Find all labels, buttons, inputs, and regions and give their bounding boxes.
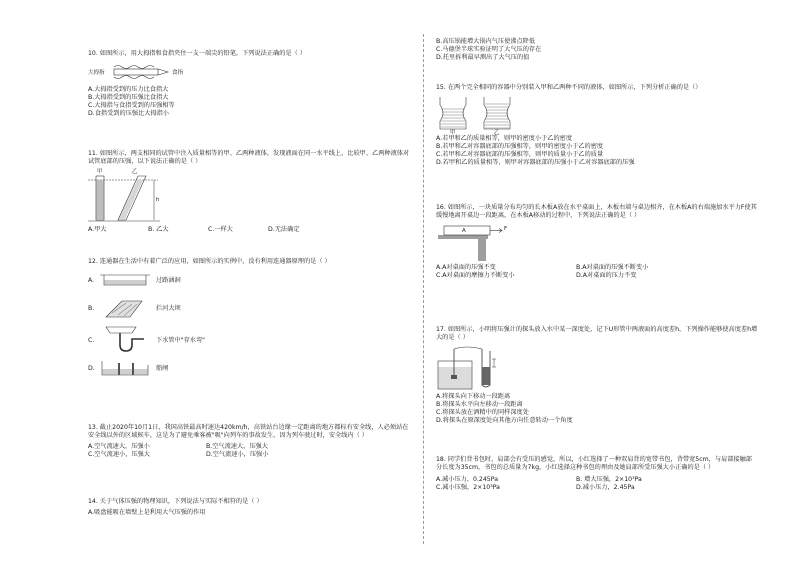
label-index-finger: 食指 bbox=[172, 70, 184, 76]
question-14 bbox=[88, 498, 410, 517]
option-d[interactable]: D.无法确定 bbox=[268, 226, 300, 233]
test-tube-figure bbox=[88, 168, 410, 226]
option-b[interactable]: B.将探头水平向左移动一段距离 bbox=[436, 401, 523, 408]
option-b[interactable]: B.A对桌面的压强不断变小 bbox=[576, 264, 649, 271]
sink-trap-icon bbox=[100, 323, 150, 355]
board-figure bbox=[436, 223, 758, 263]
question-stem: 11. 如图所示，两支相同的试管中注入质量相等的甲、乙两种液体，发现液面在同一水平线上，比较甲、乙两种液体对试管底部的压强，以下说法正确的是（ ） bbox=[88, 150, 410, 165]
option-a[interactable]: A.将探头向下移动一段距离 bbox=[436, 393, 511, 400]
option-c[interactable]: C.大拇指与食指受到的压强相等 bbox=[88, 102, 175, 109]
item-letter: B. bbox=[88, 305, 95, 312]
option-b[interactable]: B.空气流速大，压强大 bbox=[206, 443, 268, 450]
item-d[interactable] bbox=[88, 357, 410, 379]
option-c[interactable]: C.将探头放在酒精中的同样深度处 bbox=[436, 409, 529, 416]
question-stem: 17. 如图所示，小明将压强计的探头放入水中某一深度处，记下U形管中两液面的高度差h，下列操作能够使高度差h增大的是（ ） bbox=[436, 326, 758, 341]
option-a[interactable]: A.大拇指受到的压力比食指大 bbox=[88, 86, 169, 93]
option-b[interactable]: B.若甲和乙对容器底部的压强相等，则甲的密度小于乙的密度 bbox=[436, 143, 604, 150]
option-a[interactable]: A.甲大 bbox=[88, 226, 107, 233]
option-c[interactable]: C.减小压强，2×10³Pa bbox=[436, 484, 500, 491]
label-tube-b: 乙 bbox=[132, 169, 138, 175]
question-11 bbox=[88, 150, 410, 234]
containers-diagram bbox=[436, 95, 520, 133]
option-b[interactable]: B.高压锅能增大锅内气压使沸点降低 bbox=[436, 38, 536, 45]
question-stem: 10. 如图所示，用大拇指和食指夹住一支一端尖的铅笔，下列说法正确的是（ ） bbox=[88, 50, 306, 57]
item-a[interactable] bbox=[88, 269, 410, 293]
option-c[interactable]: C.若甲和乙对容器底部的压强相等，则甲的质量小于乙的质量 bbox=[436, 151, 604, 158]
dam-icon bbox=[100, 295, 150, 321]
option-b[interactable]: B. 增大压强，2×10³Pa bbox=[576, 476, 642, 483]
question-10 bbox=[88, 50, 410, 118]
option-d[interactable]: D.托里拆利最早测出了大气压的值 bbox=[436, 54, 530, 61]
pressure-gauge-diagram bbox=[436, 345, 516, 391]
question-stem: 14. 关于气体压强的物理知识，下列说法与实际不相符的是（ ） bbox=[88, 498, 263, 505]
option-d[interactable]: D.食指受到的压强比大拇指小 bbox=[88, 110, 169, 117]
question-12 bbox=[88, 258, 410, 379]
option-a[interactable]: A.吸盘能吸在墙壁上是利用大气压强的作用 bbox=[88, 509, 206, 516]
option-c[interactable]: C.马德堡半球实验证明了大气压的存在 bbox=[436, 46, 542, 53]
option-c[interactable]: C.A对桌面的摩擦力不断变小 bbox=[436, 272, 515, 279]
item-caption: 船闸 bbox=[156, 365, 169, 372]
question-stem: 15. 在两个完全相同的容器中分别装入甲和乙两种不同的液体，如图所示，下列分析正确的是（） bbox=[436, 84, 702, 91]
question-17 bbox=[436, 326, 758, 425]
label-thumb: 大拇指 bbox=[88, 70, 105, 76]
question-15 bbox=[436, 84, 758, 167]
column-divider bbox=[423, 34, 424, 544]
question-stem: 12. 连通器在生活中有着广泛的应用，如图所示的实例中，没有利用连通器原理的是（ ） bbox=[88, 258, 331, 265]
label-tube-a: 甲 bbox=[97, 169, 103, 175]
label-board: A bbox=[462, 228, 466, 234]
option-b[interactable]: B. 乙大 bbox=[148, 226, 169, 233]
question-stem: 18. 同学们背书包时，肩部会有受压的感觉，所以，小红选择了一种双肩背的宽带书包，背带宽5cm，与肩部接触部分长度为35cm，书包的总质量为7kg，小红选择这种书包的理由及她肩部所受压强大小正确的是（ ） bbox=[436, 456, 752, 471]
item-letter: A. bbox=[88, 277, 95, 284]
manometer-figure bbox=[436, 345, 758, 393]
item-letter: D. bbox=[88, 365, 95, 372]
item-caption: 过路涵洞 bbox=[156, 277, 181, 284]
label-force: F bbox=[504, 226, 508, 232]
option-a[interactable]: A.减小压力，0.245Pa bbox=[436, 476, 498, 483]
item-c[interactable] bbox=[88, 323, 410, 355]
ship-lock-icon bbox=[100, 357, 150, 379]
item-b[interactable] bbox=[88, 295, 410, 321]
question-13 bbox=[88, 424, 410, 459]
option-a[interactable]: A.A对桌面的压强不变 bbox=[436, 264, 496, 271]
option-c[interactable]: C.空气流速小，压强大 bbox=[88, 451, 150, 458]
pencil-figure bbox=[88, 62, 410, 86]
question-stem: 13. 截止2020年10月1日，我国高铁最高时速达420km/h，高铁站台边缘一定距离的地方都标有安全线，人必须站在安全线以外的区域候车，这是为了避免乘客被"吸"向列车的事故发生，因为列车驶过时，安全线内（ ） bbox=[88, 424, 409, 439]
item-caption: 拦河大坝 bbox=[156, 305, 181, 312]
option-d[interactable]: D.空气流速小，压强小 bbox=[206, 451, 269, 458]
question-14-continued bbox=[436, 38, 758, 62]
item-letter: C. bbox=[88, 337, 95, 344]
culvert-icon bbox=[100, 269, 150, 291]
option-d[interactable]: D.减小压力，2.45Pa bbox=[576, 484, 635, 491]
option-d[interactable]: D.若甲和乙的质量相等，则甲对容器底部的压强小于乙对容器底部的压强 bbox=[436, 159, 635, 166]
option-d[interactable]: D.将探头在原深度处向其他方向任意转动一个角度 bbox=[436, 417, 573, 424]
label-height: h bbox=[156, 197, 160, 203]
question-stem: 16. 如图所示，一块质量分布均匀的长木板A放在水平桌面上，木板右端与桌边相齐，在木板A的右端施加水平力F使其缓慢地离开桌边一段距离，在木板A移动的过程中，下列说法正确的是（ ） bbox=[436, 204, 757, 219]
option-b[interactable]: B.大拇指受到的压强比食指大 bbox=[88, 94, 169, 101]
option-a[interactable]: A.空气流速大，压强小 bbox=[88, 443, 150, 450]
label-container-a: 甲 bbox=[450, 130, 456, 136]
item-caption: 下水管中"存水弯" bbox=[156, 337, 206, 344]
question-18 bbox=[436, 456, 758, 492]
option-c[interactable]: C.一样大 bbox=[208, 226, 233, 233]
option-a[interactable]: A.若甲和乙的质量相等，则甲的密度小于乙的密度 bbox=[436, 135, 573, 142]
option-d[interactable]: D.A对桌面的压力不变 bbox=[576, 272, 637, 279]
containers-figure bbox=[436, 95, 758, 135]
label-container-b: 乙 bbox=[494, 130, 500, 136]
question-16 bbox=[436, 204, 758, 280]
